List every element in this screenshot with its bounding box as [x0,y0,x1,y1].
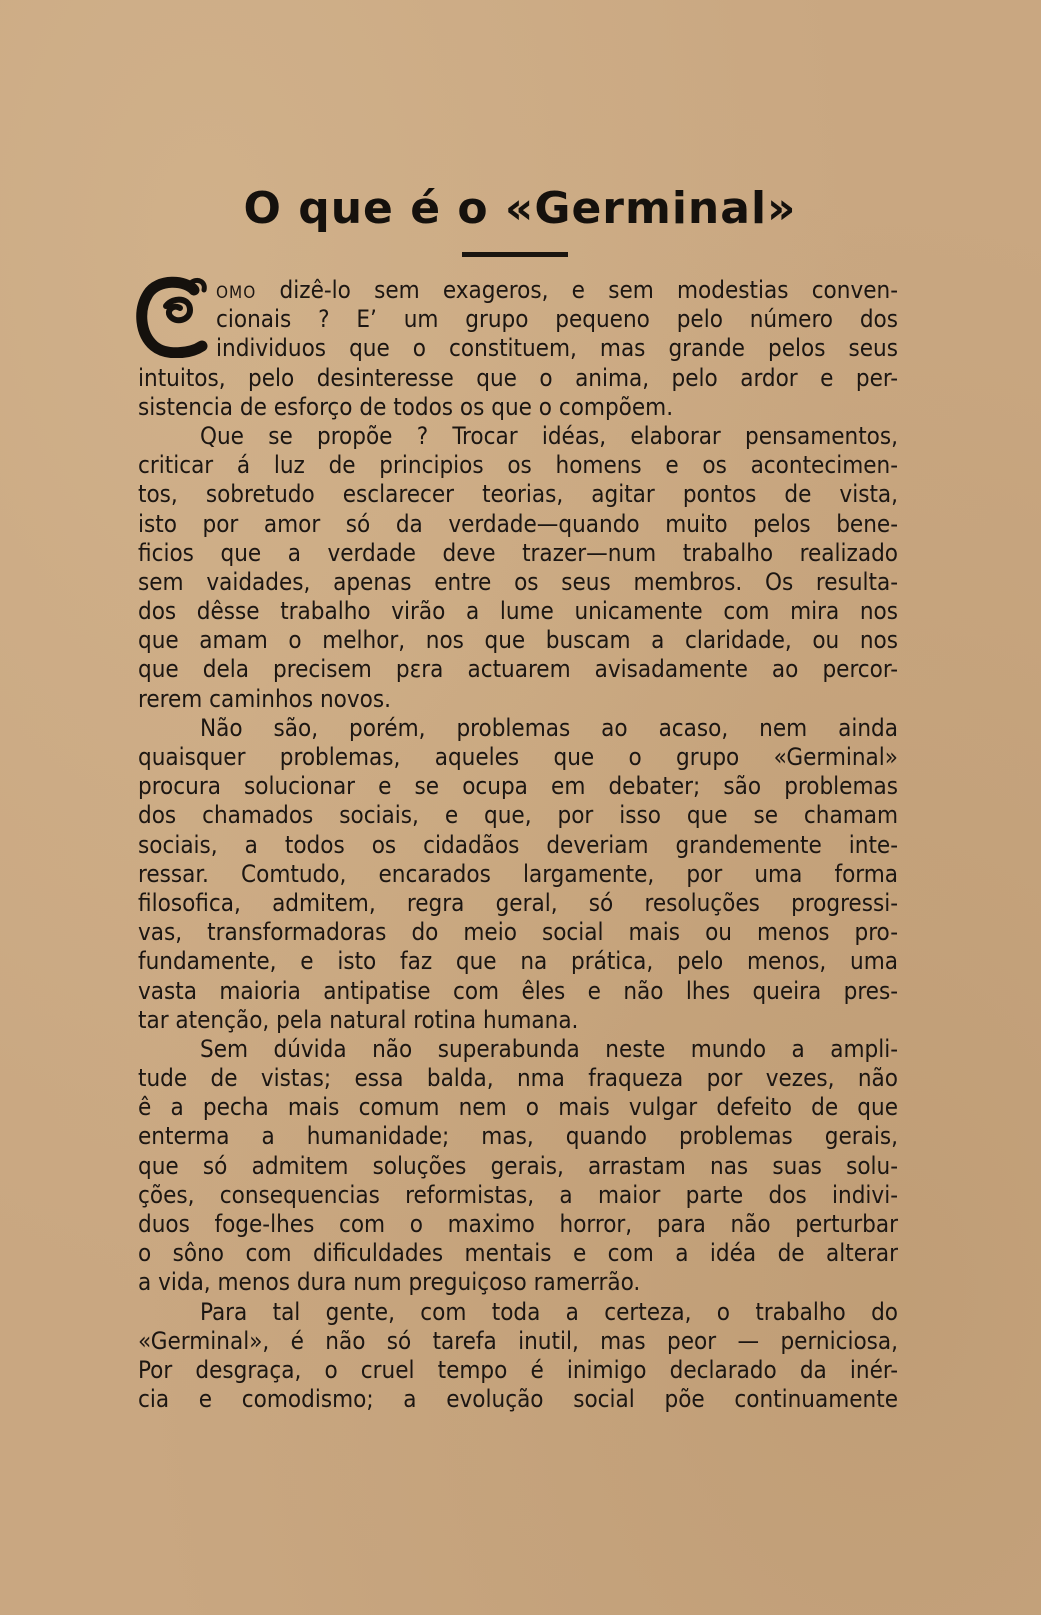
text-line-26: tar atenção, pela natural rotina humana. [138,1005,579,1034]
text-line-13: que amam o melhor, nos que buscam a claridade, ou nos [138,626,898,655]
text-line-21: ressar. Comtudo, encarados largamente, por uma forma [138,859,898,888]
text-line-22: filosofica, admitem, regra geral, só resoluções progressi- [138,888,898,917]
text-line-39: cia e comodismo; a evolução social põe continuamente [138,1385,898,1414]
text-line-5: sistencia de esforço de todos os que o compõem. [138,392,674,421]
text-line-37: «Germinal», é não só tarefa inutil, mas peor — perniciosa, [138,1326,898,1355]
text-line-1: OMO dizê-lo sem exageros, e sem modestias conven- [216,276,898,304]
text-line-12: dos dêsse trabalho virão a lume unicamente com mira nos [138,597,898,626]
text-line-35: a vida, menos dura num preguiçoso ramerrão. [138,1268,641,1297]
text-line-36: Para tal gente, com toda a certeza, o trabalho do [200,1297,898,1326]
first-word-smallcaps: OMO [216,283,257,303]
text-line-28: tude de vistas; essa balda, nma fraqueza por vezes, não [138,1064,898,1093]
text-line-2: cionais ? E’ um grupo pequeno pelo número dos [216,305,898,334]
text-line-24: fundamente, e isto faz que na prática, pelo menos, uma [138,947,898,976]
text-line-18: procura solucionar e se ocupa em debater; são problemas [138,772,898,801]
text-line-6: Que se propõe ? Trocar idéas, elaborar pensamentos, [200,421,898,450]
text-line-32: ções, consequencias reformistas, a maior parte dos indivi- [138,1180,898,1209]
text-line-14: que dela precisem pεra actuarem avisadamente ao percor- [138,655,898,684]
text-line-27: Sem dúvida não superabunda neste mundo a ampli- [200,1034,898,1063]
article-body [138,276,898,1414]
title-divider [462,252,568,257]
text-line-11: sem vaidades, apenas entre os seus membros. Os resulta- [138,567,898,596]
page-title: O que é o «Germinal» [243,183,797,234]
text-line-25: vasta maioria antipatise com êles e não lhes queira pres- [138,976,898,1005]
text-line-7: criticar á luz de principios os homens e os acontecimen- [138,451,898,480]
text-line-23: vas, transformadoras do meio social mais ou menos pro- [138,918,898,947]
text-line-34: o sôno com dificuldades mentais e com a idéa de alterar [138,1239,898,1268]
text-line-29: ê a pecha mais comum nem o mais vulgar defeito de que [138,1093,898,1122]
text-line-17: quaisquer problemas, aqueles que o grupo «Germinal» [138,743,898,771]
text-line-8: tos, sobretudo esclarecer teorias, agitar pontos de vista, [138,480,898,509]
text-line-31: que só admitem soluções gerais, arrastam nas suas solu- [138,1151,898,1180]
text-line-3: individuos que o constituem, mas grande pelos seus [216,334,898,363]
text-line-9: isto por amor só da verdade—quando muito pelos bene- [138,509,898,538]
text-line-4: intuitos, pelo desinteresse que o anima, pelo ardor e per- [138,363,898,392]
text-line-10: ficios que a verdade deve trazer—num trabalho realizado [138,538,898,567]
text-line-16: Não são, porém, problemas ao acaso, nem ainda [200,713,898,742]
text-line-33: duos foge-lhes com o maximo horror, para não perturbar [138,1210,898,1238]
text-line-30: enterma a humanidade; mas, quando problemas gerais, [138,1122,898,1151]
text-line-19: dos chamados sociais, e que, por isso que se chamam [138,801,898,830]
text-line-15: rerem caminhos novos. [138,684,391,713]
text-line-38: Por desgraça, o cruel tempo é inimigo declarado da inér- [138,1355,898,1384]
text-line-20: sociais, a todos os cidadãos deveriam grandemente inte- [138,830,898,859]
